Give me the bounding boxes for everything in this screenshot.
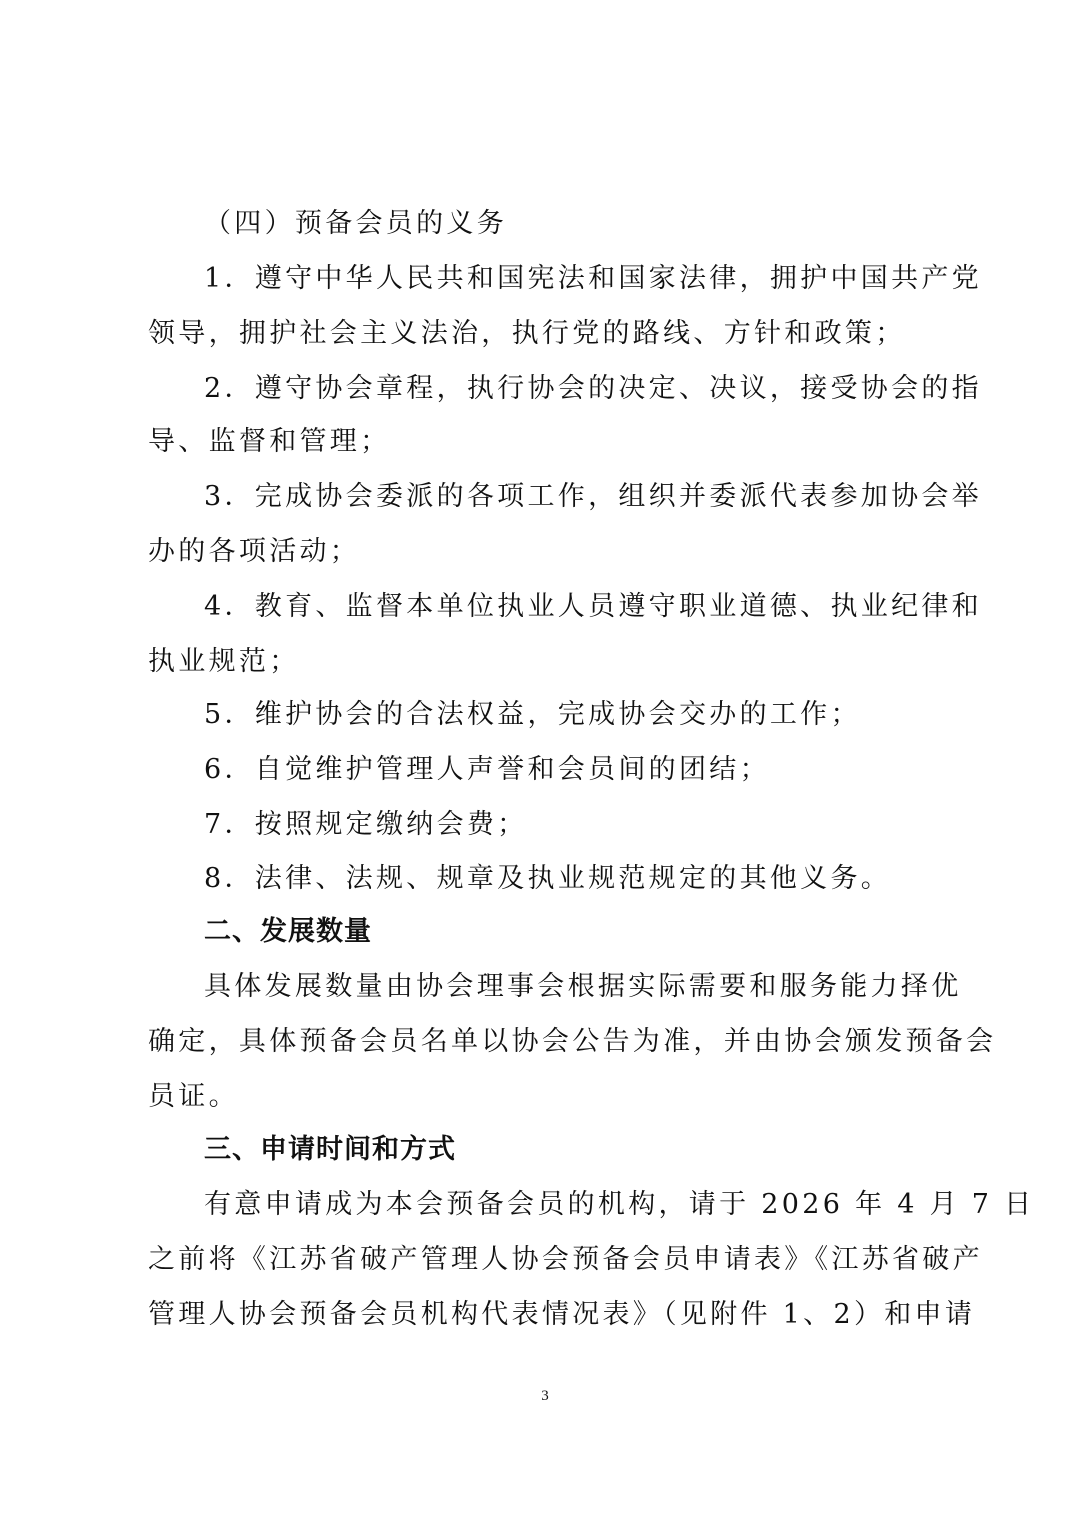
section3-line-1: 有意申请成为本会预备会员的机构，请于 2026 年 4 月 7 日: [204, 1189, 1035, 1220]
obligation-3-line-1: 3．完成协会委派的各项工作，组织并委派代表参加协会举: [204, 481, 982, 512]
obligation-1-line-2: 领导，拥护社会主义法治，执行党的路线、方针和政策；: [148, 318, 906, 349]
section3-heading: 三、申请时间和方式: [204, 1134, 456, 1165]
section2-line-1: 具体发展数量由协会理事会根据实际需要和服务能力择优: [204, 971, 962, 1002]
obligation-2-line-1: 2．遵守协会章程，执行协会的决定、决议，接受协会的指: [204, 373, 982, 404]
obligation-6: 6．自觉维护管理人声誉和会员间的团结；: [204, 754, 770, 785]
section2-line-3: 员证。: [148, 1081, 239, 1112]
obligation-2-line-2: 导、监督和管理；: [148, 426, 391, 457]
section2-line-2: 确定，具体预备会员名单以协会公告为准，并由协会颁发预备会: [148, 1026, 997, 1057]
obligation-4-line-2: 执业规范；: [148, 646, 300, 677]
section2-heading: 二、发展数量: [204, 916, 372, 947]
section3-line-2: 之前将《江苏省破产管理人协会预备会员申请表》《江苏省破产: [148, 1244, 983, 1275]
page-number: 3: [541, 1388, 549, 1404]
obligation-7: 7．按照规定缴纳会费；: [204, 809, 528, 840]
obligation-8: 8．法律、法规、规章及执业规范规定的其他义务。: [204, 863, 892, 894]
obligation-3-line-2: 办的各项活动；: [148, 536, 361, 567]
obligation-1-line-1: 1．遵守中华人民共和国宪法和国家法律，拥护中国共产党: [204, 263, 982, 294]
obligation-4-line-1: 4．教育、监督本单位执业人员遵守职业道德、执业纪律和: [204, 591, 982, 622]
obligation-5: 5．维护协会的合法权益，完成协会交办的工作；: [204, 699, 861, 730]
section3-line-3: 管理人协会预备会员机构代表情况表》（见附件 1、2）和申请: [148, 1299, 976, 1330]
section4-heading: （四）预备会员的义务: [204, 208, 507, 239]
